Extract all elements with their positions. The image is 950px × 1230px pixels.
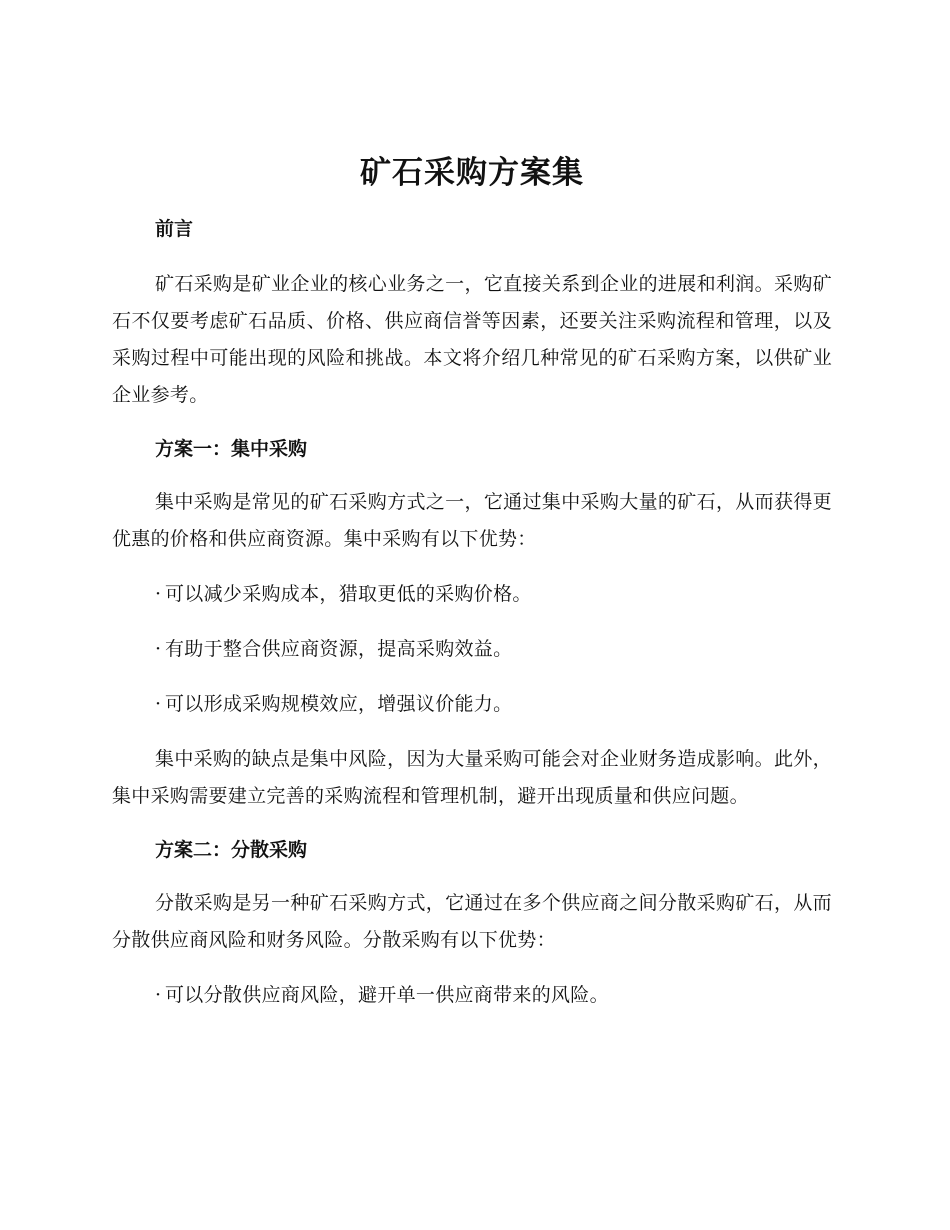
bullet-icon: · [155, 984, 162, 1006]
document-title: 矿石采购方案集 [360, 155, 584, 191]
bullet-icon: · [155, 693, 162, 715]
list-item [112, 631, 832, 668]
list-item-text: 可以减少采购成本，猎取更低的采购价格。 [165, 583, 532, 605]
list-item-text: 可以分散供应商风险，避开单一供应商带来的风险。 [165, 984, 609, 1006]
plan-one-drawback: 集中采购的缺点是集中风险，因为大量采购可能会对企业财务造成影响。此外，集中采购需要建立完善的采购流程和管理机制，避开出现质量和供应问题。 [112, 748, 832, 807]
plan-one-intro: 集中采购是常见的矿石采购方式之一，它通过集中采购大量的矿石，从而获得更优惠的价格和供应商资源。集中采购有以下优势： [112, 491, 832, 550]
list-item [112, 977, 832, 1014]
list-item-text: 有助于整合供应商资源，提高采购效益。 [165, 638, 513, 660]
plan-two-intro: 分散采购是另一种矿石采购方式，它通过在多个供应商之间分散采购矿石，从而分散供应商风险和财务风险。分散采购有以下优势： [112, 892, 832, 951]
plan-two-advantages-list [112, 977, 832, 1014]
bullet-icon: · [155, 583, 162, 605]
list-item [112, 686, 832, 723]
document-body [112, 150, 832, 1032]
preface-paragraph: 矿石采购是矿业企业的核心业务之一，它直接关系到企业的进展和利润。采购矿石不仅要考虑矿石品质、价格、供应商信誉等因素，还要关注采购流程和管理，以及采购过程中可能出现的风险和挑战。本文将介绍几种常见的矿石采购方案，以供矿业企业参考。 [112, 273, 832, 406]
preface-heading: 前言 [155, 218, 194, 240]
list-item [112, 576, 832, 613]
list-item-text: 可以形成采购规模效应，增强议价能力。 [165, 693, 513, 715]
plan-two-heading: 方案二：分散采购 [155, 839, 308, 861]
plan-one-advantages-list [112, 576, 832, 723]
plan-one-heading: 方案一：集中采购 [155, 438, 308, 460]
bullet-icon: · [155, 638, 162, 660]
